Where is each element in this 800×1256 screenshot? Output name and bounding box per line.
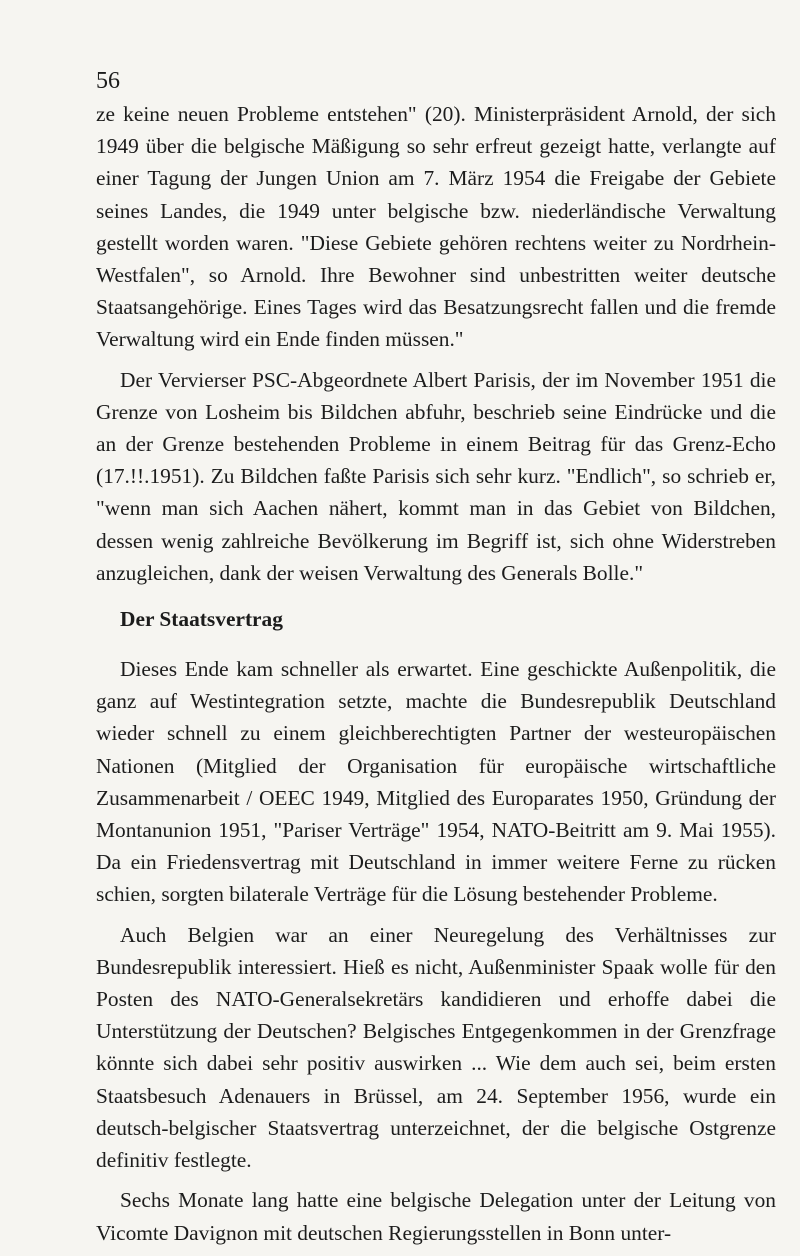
paragraph-1: ze keine neuen Probleme entstehen" (20). Ministerpräsident Arnold, der sich 1949 über die belgische Mäßigung so sehr erfreut gezeigt hatte, verlangte auf einer Tagung der Jungen Union am 7. März 1954 die Freigabe der Gebiete seines Landes, die 1949 unter belgische bzw. niederländische Verwaltung gestellt worden waren. "Diese Gebiete gehören rechtens weiter zu Nordrhein-Westfalen", so Arnold. Ihre Bewohner sind unbestritten weiter deutsche Staatsangehörige. Eines Tages wird das Besatzungsrecht fallen und die fremde Verwaltung wird ein Ende finden müssen." — [96, 102, 776, 352]
bleed-through-left — [62, 175, 68, 207]
paragraph-4: Auch Belgien war an einer Neuregelung des Verhältnisses zur Bundesrepublik interessiert. Hieß es nicht, Außenminister Spaak wolle für den Posten des NATO-Generalsekretärs kandidieren und erhoffe dabei die Unterstützung der Deutschen? Belgisches Entgegenkommen in der Grenzfrage könnte sich dabei sehr positiv auswirken ... Wie dem auch sei, beim ersten Staatsbesuch Adenauers in Brüssel, am 24. September 1956, wurde ein deutsch-belgischer Staatsvertrag unterzeichnet, der die belgische Ostgrenze definitiv festlegte. — [96, 922, 776, 1173]
page — [96, 66, 776, 1249]
page-number: 56 — [96, 68, 120, 94]
paragraph-5: Sechs Monate lang hatte eine belgische Delegation unter der Leitung von Vicomte Davignon mit deutschen Regierungsstellen in Bonn unter- — [96, 1188, 776, 1245]
section-heading: Der Staatsvertrag — [120, 607, 283, 632]
paragraph-2: Der Vervierser PSC-Abgeordnete Albert Parisis, der im November 1951 die Grenze von Losheim bis Bildchen abfuhr, beschrieb seine Eindrücke und die an der Grenze bestehenden Probleme in einem Beitrag für das Grenz-Echo (17.!!.1951). Zu Bildchen faßte Parisis sich sehr kurz. "Endlich", so schrieb er, "wenn man sich Aachen nähert, kommt man in das Gebiet von Bildchen, dessen wenig zahlreiche Bevölkerung im Begriff ist, sich ohne Widerstreben anzugleichen, dank der weisen Verwaltung des Generals Bolle." — [96, 367, 776, 585]
paragraph-3: Dieses Ende kam schneller als erwartet. Eine geschickte Außenpolitik, die ganz auf Westintegration setzte, machte die Bundesrepublik Deutschland wieder schnell zu einem gleichberechtigten Partner der westeuropäischen Nationen (Mitglied der Organisation für europäische wirtschaftliche Zusammenarbeit / OEEC 1949, Mitglied des Europarates 1950, Gründung der Montanunion 1951, "Pariser Verträge" 1954, NATO-Beitritt am 9. Mai 1955). Da ein Friedensvertrag mit Deutschland in immer weitere Ferne zu rücken schien, sorgten bilaterale Verträge für die Lösung bestehender Probleme. — [96, 657, 776, 907]
